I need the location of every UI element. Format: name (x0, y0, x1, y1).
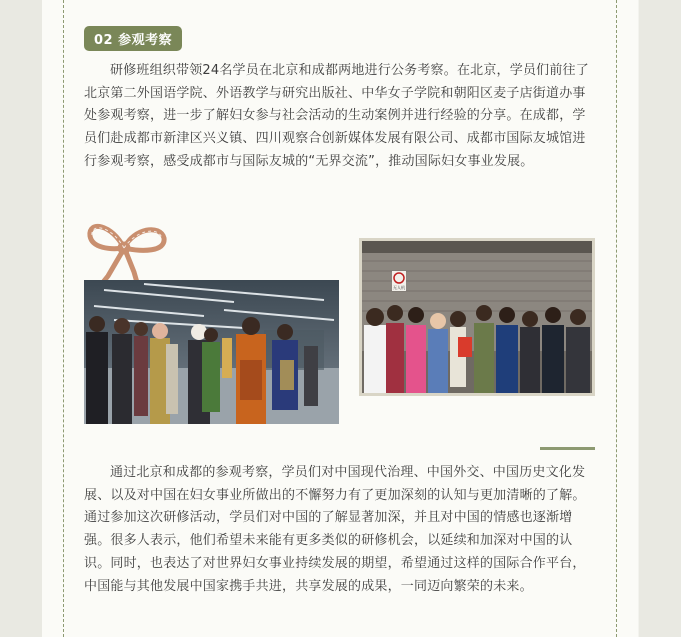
no-drone-sign: 无人机 (393, 285, 405, 290)
right-background-strip (639, 0, 681, 637)
section-badge: 02 参观考察 (84, 26, 182, 51)
left-background-strip (0, 0, 42, 637)
photo-group-outdoor (359, 238, 595, 396)
decorative-divider (540, 447, 595, 450)
article-card (42, 0, 638, 637)
paragraph-visit: 研修班组织带领24名学员在北京和成都两地进行公务考察。在北京，学员们前往了北京第二外国语学院、外语教学与研究出版社、中华女子学院和朝阳区麦子店街道办事处参观考察，进一步了解妇女参与社会活动的生动案例并进行经验的分享。在成都，学员们赴成都市新津区兴义镇、四川观察合创新媒体发展有限公司、成都市国际友城馆进行参观考察，感受成都市与国际友城的“无界交流”，推动国际妇女事业发展。 (84, 63, 589, 169)
photo-beijing-visit (84, 280, 339, 424)
paragraph-conclusion: 通过北京和成都的参观考察，学员们对中国现代治理、中国外交、中国历史文化发展、以及对中国在妇女事业所做出的不懈努力有了更加深刻的认知与更加清晰的了解。通过参加这次研修活动，学员们对中国的了解显著加深，并且对中国的情感也逐渐增强。很多人表示，他们希望未来能有更多类似的研修机会，以延续和加深对中国的认识。同时，也表达了对世界妇女事业持续发展的期望，希望通过这样的国际合作平台，中国能与其他发展中国家携手共进，共享发展的成果，一同迈向繁荣的未来。 (84, 465, 586, 594)
